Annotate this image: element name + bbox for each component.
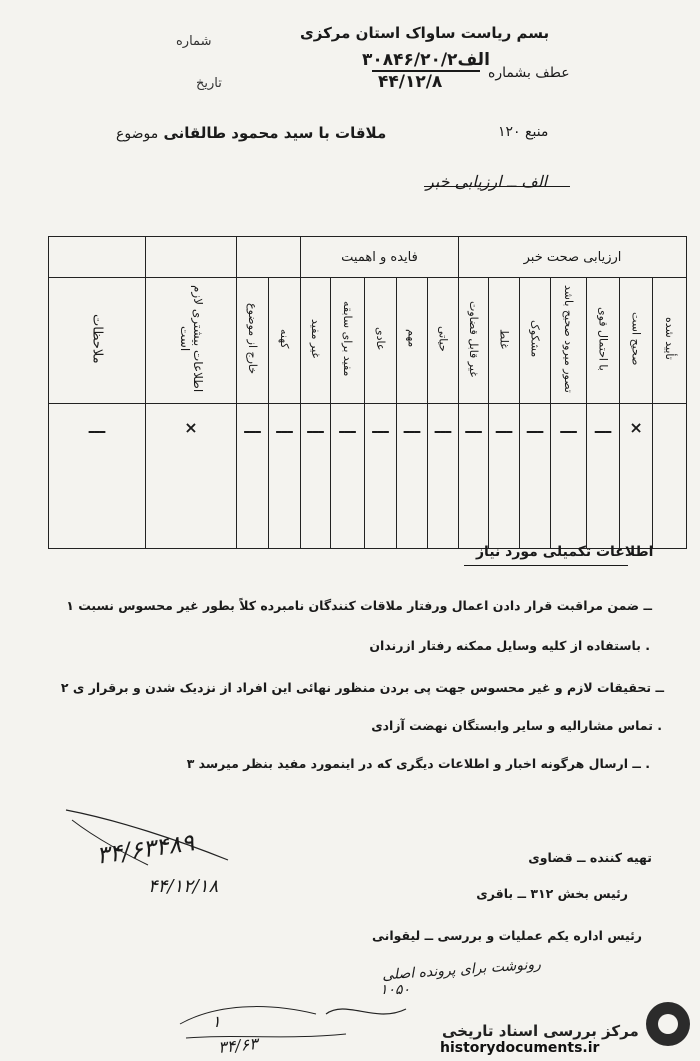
mark-cell: ـــ bbox=[397, 404, 428, 549]
column-header: تصور میرود صحیح باشد bbox=[551, 278, 587, 404]
section-b-title: اطلاعات تکمیلی مورد نیاز bbox=[476, 544, 654, 560]
section-b-underline bbox=[464, 565, 628, 566]
mark-cell: ـــ bbox=[489, 404, 520, 549]
handwritten-stub: ۳۴/۶۳ bbox=[217, 1033, 259, 1058]
mark-cell: ـــ bbox=[551, 404, 587, 549]
source-label: منبع ۱۲۰ bbox=[498, 124, 549, 140]
mark-cell: ـــ bbox=[237, 404, 269, 549]
column-header: اطلاعات بیشتری لازم است bbox=[146, 278, 237, 404]
reference-number: ۳۰۸۴۶/۲۰/۲الف bbox=[362, 50, 490, 70]
item-1-line-2: باستفاده از کلیه وسایل ممکنه رفتار ازرندان . bbox=[369, 638, 650, 653]
blank-group-header bbox=[237, 237, 301, 278]
mark-cell: × bbox=[620, 404, 653, 549]
watermark-url: historydocuments.ir bbox=[440, 1040, 600, 1056]
handwritten-strokes-icon bbox=[176, 994, 446, 1054]
column-header: مهم bbox=[397, 278, 428, 404]
evaluation-table bbox=[48, 236, 687, 549]
mark-cell: × bbox=[146, 404, 237, 549]
blank-group-header bbox=[49, 237, 146, 278]
preparer-signature: تهیه کننده ــ قضاوی bbox=[528, 850, 652, 865]
subject bbox=[98, 124, 386, 142]
item-1-line-1: ۱ ــ ضمن مراقبت قرار دادن اعمال ورفتار ملاقات کنندگان نامبرده کلاً بطور غیر محسوس نسبت bbox=[66, 598, 652, 613]
item-3-line-1: ۳ ــ ارسال هرگونه اخبار و اطلاعات دیگری که در اینمورد مفید بنظر میرسد . bbox=[186, 756, 650, 771]
column-header: خارج از موضوع bbox=[237, 278, 269, 404]
mark-cell: ـــ bbox=[459, 404, 489, 549]
mark-cell: ـــ bbox=[587, 404, 620, 549]
column-header: غیر قابل قضاوت bbox=[459, 278, 489, 404]
column-header: حیاتی bbox=[428, 278, 459, 404]
column-header: مشکوک bbox=[520, 278, 551, 404]
accuracy-group-header: ارزیابی صحت خبر bbox=[459, 237, 687, 278]
column-header: با احتمال قوی bbox=[587, 278, 620, 404]
section-a-underline bbox=[424, 186, 570, 187]
administration-chief-signature: رئیس اداره یکم عملیات و بررسی ــ لیقوانی bbox=[371, 928, 642, 943]
subject-text: ملاقات با سید محمود طالقانی bbox=[163, 124, 387, 142]
mark-cell: ـــ bbox=[365, 404, 397, 549]
mark-cell: ـــ bbox=[269, 404, 301, 549]
blank-group-header bbox=[146, 237, 237, 278]
mark-cell: ـــ bbox=[49, 404, 146, 549]
handwritten-number-2: ۱۰۵۰ bbox=[380, 982, 411, 998]
column-header: تأیید شده bbox=[653, 278, 687, 404]
mark-cell: ـــ bbox=[331, 404, 365, 549]
handwritten-one: ۱ bbox=[212, 1012, 221, 1031]
column-header: غلط bbox=[489, 278, 520, 404]
column-header: غیر مفید bbox=[301, 278, 331, 404]
column-header: صحیح است bbox=[620, 278, 653, 404]
mark-cell bbox=[653, 404, 687, 549]
organization-title: بسم ریاست ساواک استان مرکزی bbox=[300, 24, 550, 42]
date-label: تاریخ bbox=[196, 76, 222, 91]
benefit-group-header: فایده و اهمیت bbox=[301, 237, 459, 278]
mark-cell: ـــ bbox=[428, 404, 459, 549]
handwritten-note: رونوشت برای پرونده اصلی bbox=[381, 956, 542, 984]
mark-cell: ـــ bbox=[301, 404, 331, 549]
column-header: کهنه bbox=[269, 278, 301, 404]
subject-label: موضوع bbox=[116, 126, 159, 142]
mark-cell: ـــ bbox=[520, 404, 551, 549]
marks-row bbox=[49, 404, 687, 549]
column-header: ملاحظات bbox=[49, 278, 146, 404]
item-2-line-2: تماس مشارالیه و سایر وابستگان نهضت آزادی . bbox=[371, 718, 662, 733]
department-chief-signature: رئیس بخش ۳۱۲ ــ باقری bbox=[476, 886, 628, 901]
column-header-row bbox=[49, 278, 687, 404]
column-header: مفید برای سابقه bbox=[331, 278, 365, 404]
number-label: شماره bbox=[176, 34, 212, 49]
handwritten-date: ۴۴/۱۲/۱۸ bbox=[148, 876, 219, 897]
handwritten-number: ۳۴/۶۳۴۸۹ bbox=[94, 828, 196, 870]
watermark-text: مرکز بررسی اسناد تاریخی bbox=[442, 1022, 639, 1040]
section-a-heading: الف ــ ارزیابی خبر bbox=[426, 172, 548, 191]
group-header-row bbox=[49, 237, 687, 278]
reference-date: ۴۴/۱۲/۸ bbox=[378, 72, 443, 92]
archive-logo-icon bbox=[646, 1002, 690, 1046]
column-header: عادی bbox=[365, 278, 397, 404]
reference-label: عطف بشماره bbox=[488, 65, 570, 81]
item-2-line-1: ۲ ــ تحقیقات لازم و غیر محسوس جهت پی بردن منظور نهائی این افراد از نزدیک شدن و برقرار ی bbox=[60, 680, 664, 695]
